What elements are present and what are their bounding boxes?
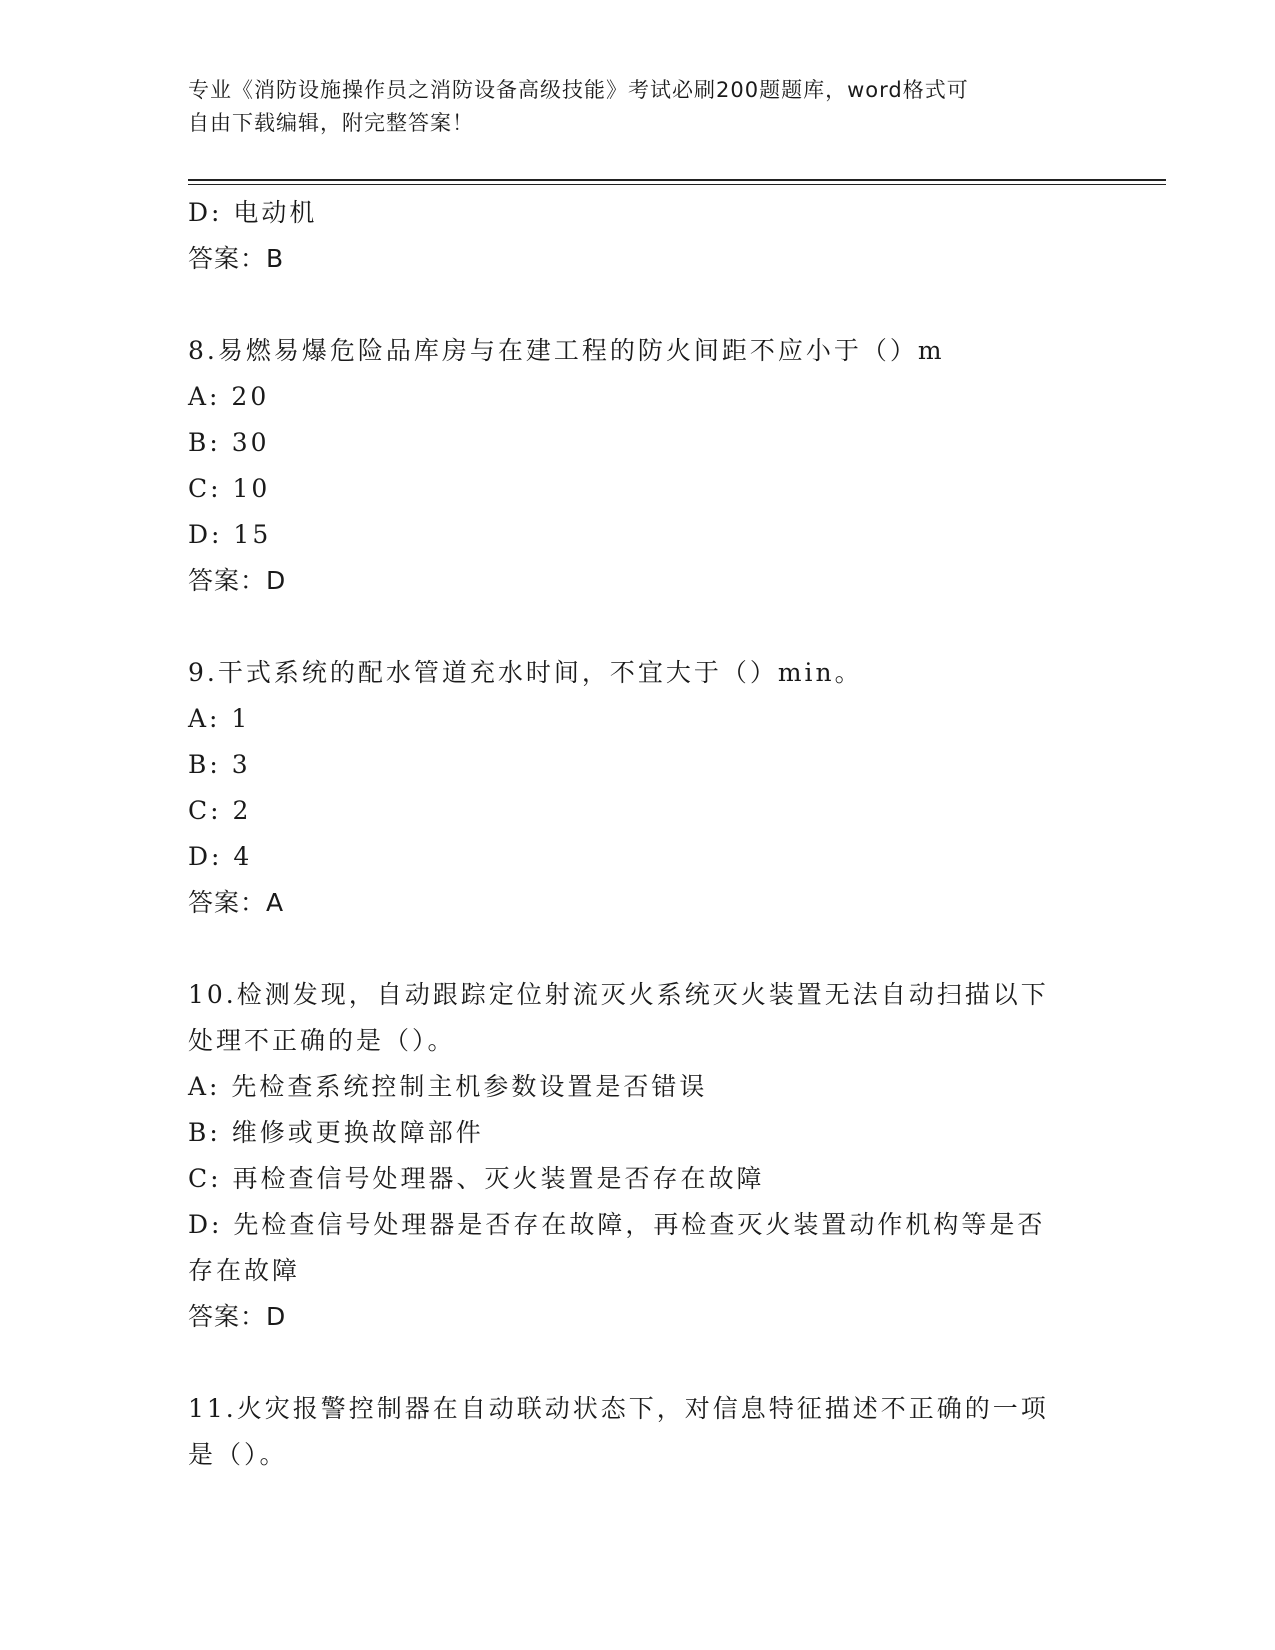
question-11 (188, 1386, 1088, 1478)
option-b: B: 维修或更换故障部件 (188, 1118, 484, 1147)
question-list (188, 190, 1088, 1478)
question-9 (188, 650, 1088, 926)
spacer (188, 926, 1088, 972)
spacer (188, 1340, 1088, 1386)
option-a: A: 20 (188, 382, 270, 411)
header-divider (188, 179, 1166, 185)
option-d: D: 15 (188, 520, 272, 549)
option-d: D: 4 (188, 842, 253, 871)
prev-answer: 答案：B (188, 244, 285, 273)
answer: 答案：A (188, 888, 285, 917)
question-title-line-2: 是（）。 (188, 1440, 288, 1469)
option-a: A: 先检查系统控制主机参数设置是否错误 (188, 1072, 708, 1101)
option-d-continued: 存在故障 (188, 1256, 301, 1285)
question-title-line-2: 处理不正确的是（）。 (188, 1026, 456, 1055)
answer: 答案：D (188, 566, 287, 595)
question-title-line-1: 11.火灾报警控制器在自动联动状态下，对信息特征描述不正确的一项 (188, 1394, 1049, 1423)
question-title-line-1: 10.检测发现，自动跟踪定位射流灭火系统灭火装置无法自动扫描以下 (188, 980, 1049, 1009)
question-title: 9.干式系统的配水管道充水时间，不宜大于（）min。 (188, 658, 863, 687)
option-c: C: 再检查信号处理器、灭火装置是否存在故障 (188, 1164, 765, 1193)
header-line-1: 专业《消防设施操作员之消防设备高级技能》考试必刷200题题库，word格式可 (188, 78, 969, 102)
question-10 (188, 972, 1088, 1340)
prev-option-d: D: 电动机 (188, 198, 318, 227)
option-c: C: 2 (188, 796, 252, 825)
option-a: A: 1 (188, 704, 251, 733)
spacer (188, 604, 1088, 650)
question-title: 8.易燃易爆危险品库房与在建工程的防火间距不应小于（）m (188, 336, 945, 365)
option-d: D: 先检查信号处理器是否存在故障，再检查灭火装置动作机构等是否 (188, 1210, 1046, 1239)
document-header (188, 74, 1088, 140)
option-b: B: 30 (188, 428, 270, 457)
question-8 (188, 328, 1088, 604)
spacer (188, 282, 1088, 328)
option-c: C: 10 (188, 474, 271, 503)
answer: 答案：D (188, 1302, 287, 1331)
option-b: B: 3 (188, 750, 251, 779)
header-line-2: 自由下载编辑，附完整答案！ (188, 111, 474, 135)
